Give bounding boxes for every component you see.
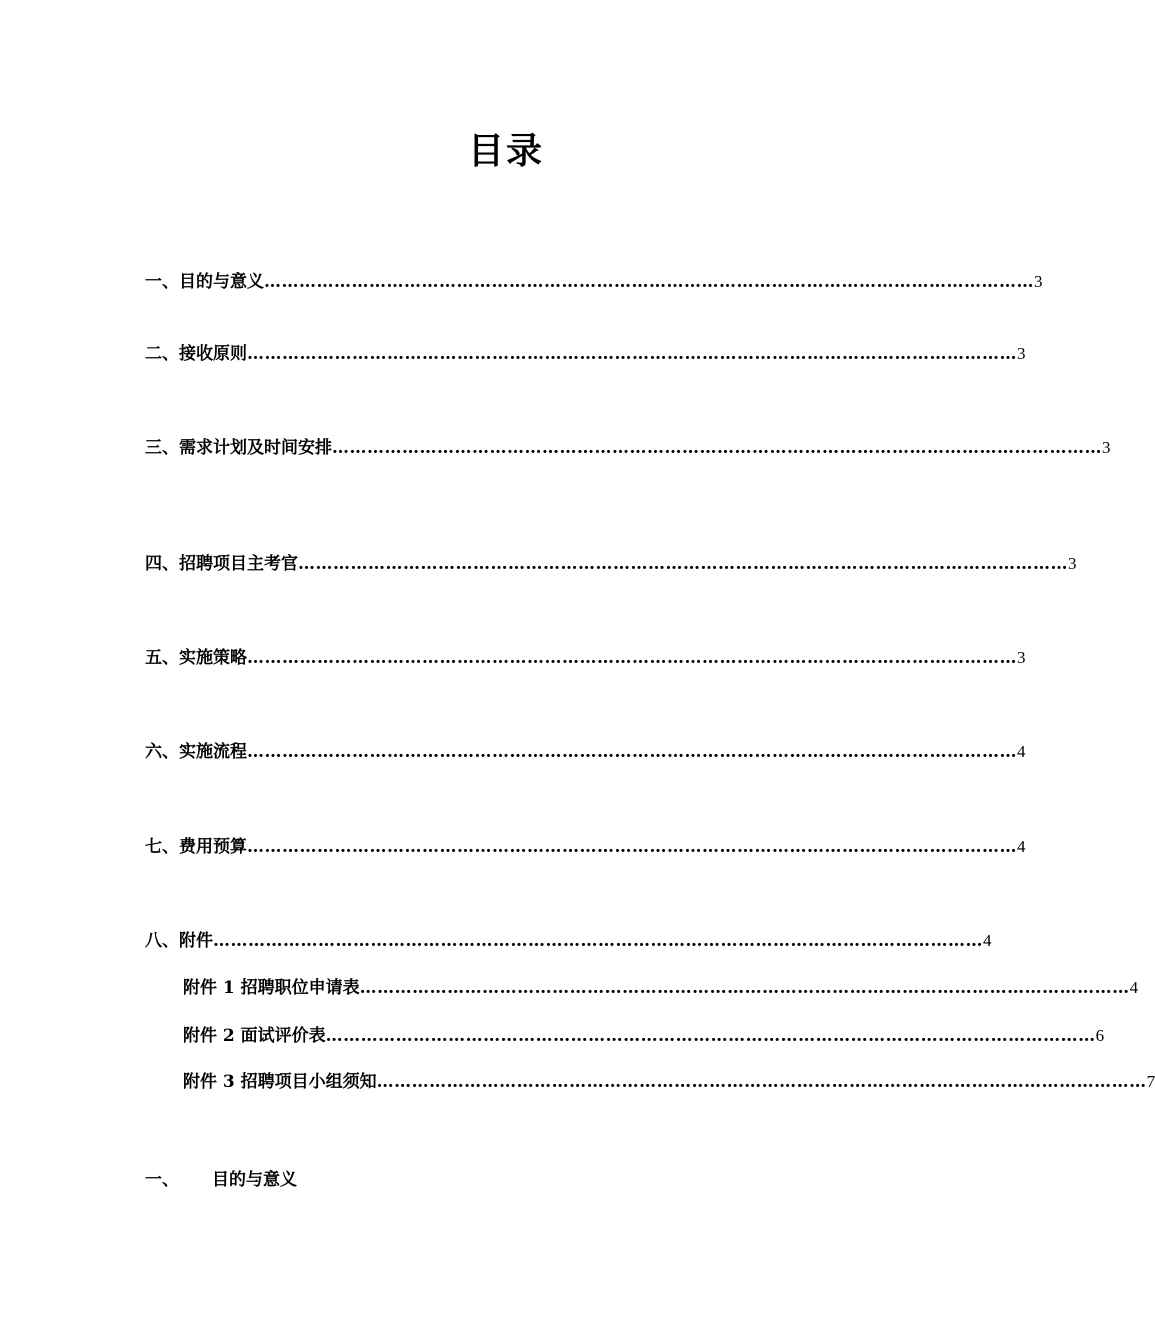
- toc-entry-page: 3: [1068, 554, 1077, 573]
- toc-leader-dots: ……………………………………………………………………………………………………………………: [325, 1026, 1096, 1046]
- toc-leader-dots: ……………………………………………………………………………………………………………………: [332, 438, 1102, 458]
- toc-entry-page: 3: [1102, 438, 1111, 457]
- toc-entry-page: 7: [1146, 1072, 1155, 1091]
- toc-entry-page: 6: [1095, 1026, 1105, 1045]
- toc-subentry-attachment-1[interactable]: [183, 976, 1139, 1000]
- toc-entry-label: 八、附件: [145, 931, 213, 951]
- toc-leader-dots: ……………………………………………………………………………………………………………………: [213, 931, 983, 951]
- toc-leader-dots: ……………………………………………………………………………………………………………………: [247, 837, 1017, 857]
- toc-entry-3[interactable]: [145, 436, 1111, 460]
- section-title: 目的与意义: [212, 1170, 297, 1190]
- toc-entry-label: 二、接收原则: [145, 344, 247, 364]
- toc-entry-label: 附件 3 招聘项目小组须知: [183, 1072, 377, 1092]
- toc-subentry-attachment-2[interactable]: [183, 1024, 1105, 1048]
- toc-entry-label: 七、费用预算: [145, 837, 247, 857]
- section-heading: [145, 1168, 297, 1192]
- toc-entry-label: 三、需求计划及时间安排: [145, 438, 332, 458]
- toc-leader-dots: ……………………………………………………………………………………………………………………: [247, 344, 1017, 364]
- toc-subentry-attachment-3[interactable]: [183, 1070, 1155, 1094]
- page-title: 目录: [467, 130, 544, 172]
- toc-entry-page: 4: [1017, 837, 1026, 856]
- toc-leader-dots: ……………………………………………………………………………………………………………………: [359, 978, 1130, 998]
- toc-entry-5[interactable]: [145, 646, 1026, 670]
- toc-leader-dots: ……………………………………………………………………………………………………………………: [298, 554, 1068, 574]
- toc-leader-dots: ……………………………………………………………………………………………………………………: [247, 648, 1017, 668]
- toc-entry-7[interactable]: [145, 835, 1026, 859]
- toc-leader-dots: ……………………………………………………………………………………………………………………: [376, 1072, 1147, 1092]
- toc-entry-page: 4: [1017, 742, 1026, 761]
- toc-entry-page: 3: [1017, 344, 1026, 363]
- toc-entry-label: 六、实施流程: [145, 742, 247, 762]
- toc-entry-1[interactable]: [145, 270, 1043, 294]
- toc-entry-label: 四、招聘项目主考官: [145, 554, 298, 574]
- toc-entry-4[interactable]: [145, 552, 1077, 576]
- toc-entry-page: 4: [1129, 978, 1139, 997]
- toc-leader-dots: ……………………………………………………………………………………………………………………: [264, 272, 1034, 292]
- toc-entry-label: 附件 2 面试评价表: [183, 1026, 326, 1046]
- toc-entry-page: 4: [983, 931, 992, 950]
- toc-entry-label: 附件 1 招聘职位申请表: [183, 978, 360, 998]
- toc-entry-8[interactable]: [145, 929, 992, 953]
- toc-leader-dots: ……………………………………………………………………………………………………………………: [247, 742, 1017, 762]
- toc-entry-6[interactable]: [145, 740, 1026, 764]
- toc-entry-2[interactable]: [145, 342, 1026, 366]
- toc-entry-label: 五、实施策略: [145, 648, 247, 668]
- toc-entry-label: 一、目的与意义: [145, 272, 264, 292]
- section-number: 一、: [145, 1170, 179, 1190]
- toc-entry-page: 3: [1034, 272, 1043, 291]
- toc-entry-page: 3: [1017, 648, 1026, 667]
